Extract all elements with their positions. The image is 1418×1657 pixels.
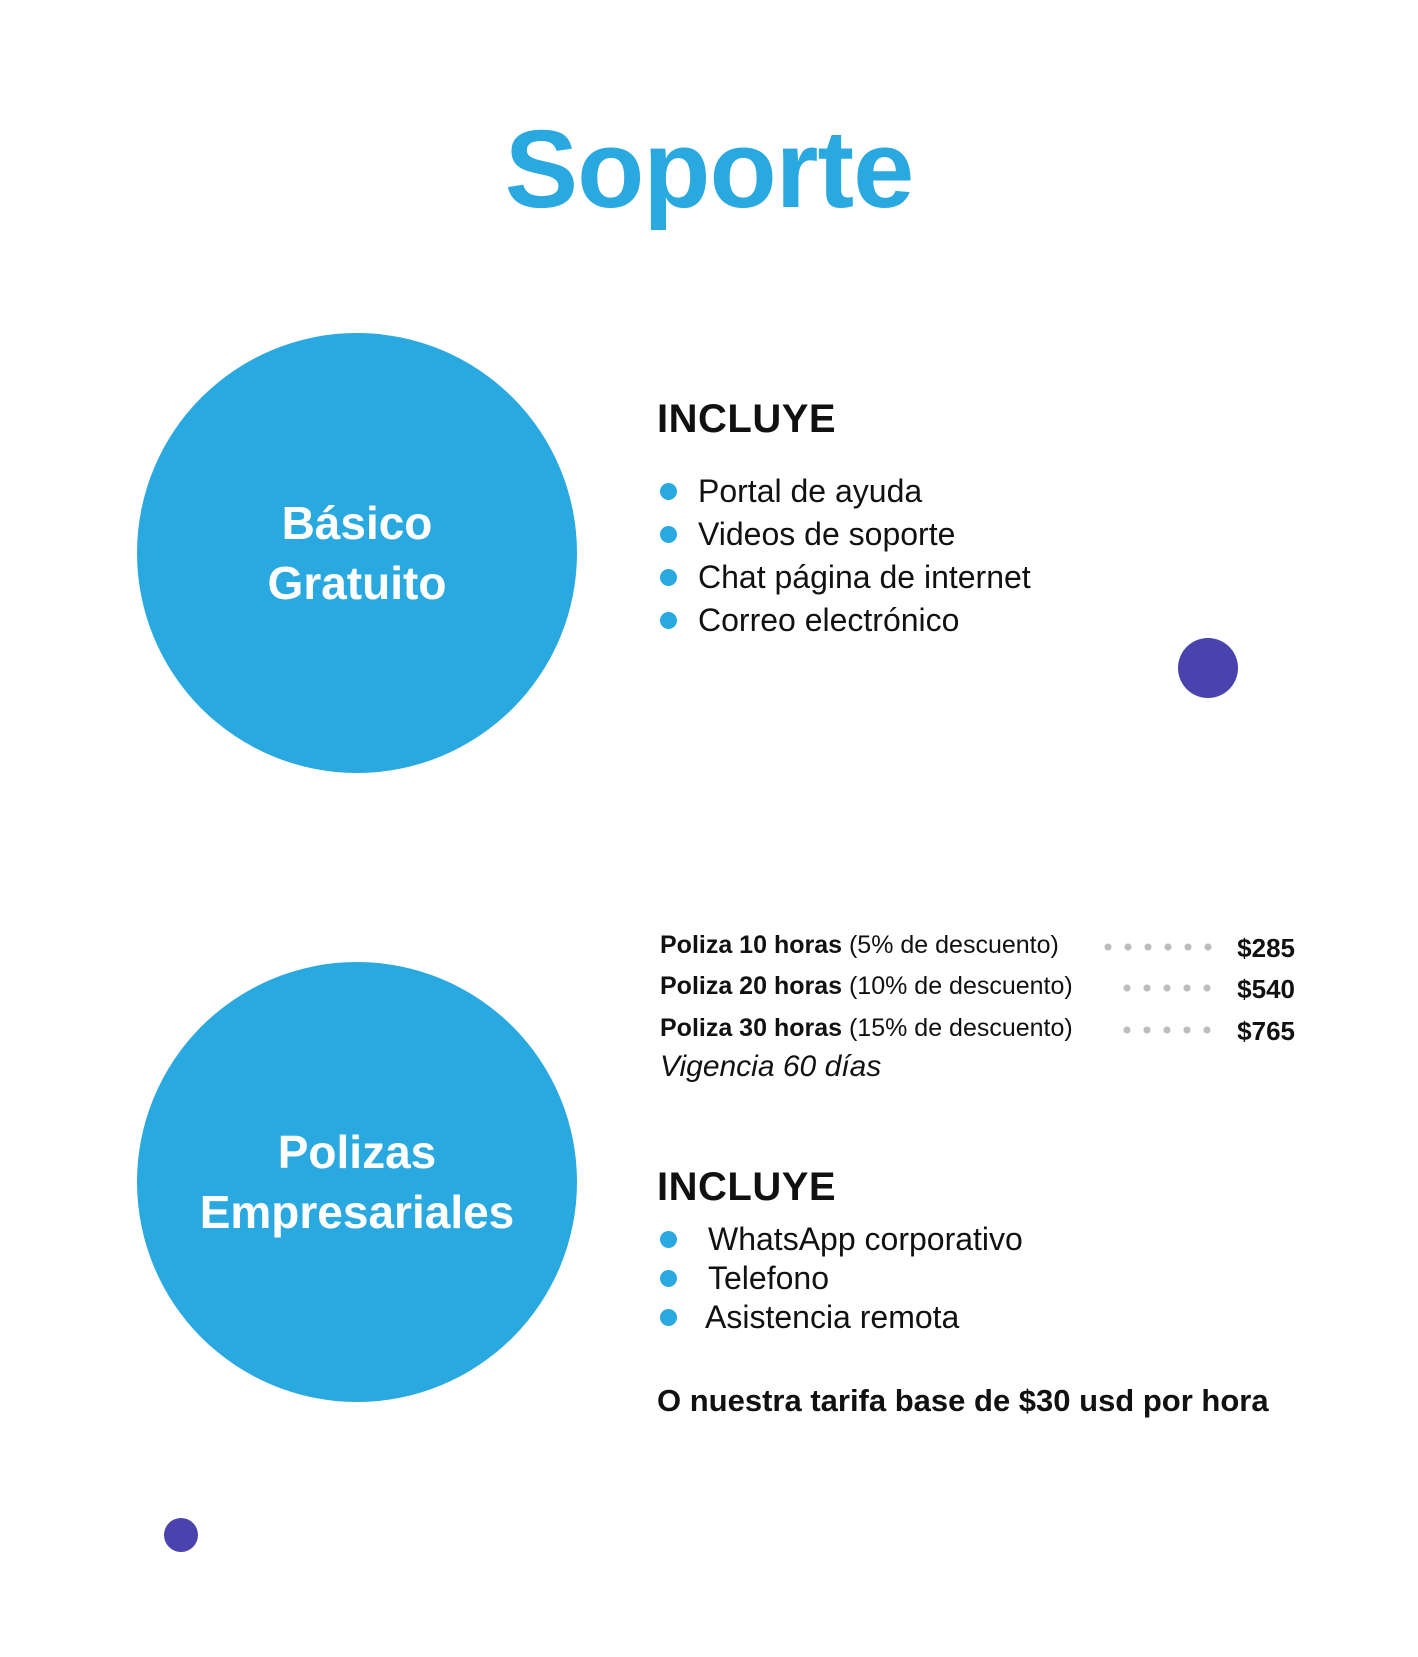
bullet-icon	[660, 612, 677, 629]
bullet-icon	[660, 1309, 677, 1326]
list-item-label: Asistencia remota	[705, 1299, 960, 1335]
list-item-label: Correo electrónico	[698, 602, 960, 638]
dot-leader	[1117, 984, 1222, 992]
list-item-label: Videos de soporte	[698, 516, 956, 552]
includes-heading: INCLUYE	[657, 397, 837, 441]
policy-price-row	[660, 970, 1295, 1002]
policy-price-row	[660, 929, 1295, 961]
dot-leader	[1117, 1026, 1222, 1034]
plan-circle-label: Polizas Empresariales	[199, 1126, 515, 1238]
plan-circle-label: Básico Gratuito	[267, 497, 447, 609]
policy-discount: (15% de descuento)	[842, 1014, 1073, 1042]
dot-leader	[1098, 943, 1222, 951]
decorative-dot	[1178, 638, 1238, 698]
validity-note: Vigencia 60 días	[660, 1050, 882, 1083]
bullet-icon	[660, 483, 677, 500]
policy-price: $765	[1237, 1016, 1295, 1046]
list-item	[657, 604, 1031, 647]
policy-name: Poliza 20 horas	[660, 972, 843, 1000]
policy-price-row	[660, 1012, 1295, 1044]
plan-circle-basic	[137, 333, 577, 773]
list-item	[657, 1262, 1023, 1301]
list-item	[657, 561, 1031, 604]
list-item-label: Telefono	[708, 1260, 829, 1296]
basic-features-list	[657, 475, 1031, 647]
list-item	[657, 475, 1031, 518]
business-features-list	[657, 1223, 1023, 1340]
list-item-label: Chat página de internet	[698, 559, 1031, 595]
policy-name: Poliza 30 horas	[660, 1014, 843, 1042]
bullet-icon	[660, 569, 677, 586]
policy-name: Poliza 10 horas	[660, 931, 843, 959]
list-item-label: Portal de ayuda	[698, 473, 923, 509]
base-rate-text: O nuestra tarifa base de $30 usd por hora	[657, 1383, 1269, 1418]
bullet-icon	[660, 526, 677, 543]
plan-circle-business	[137, 962, 577, 1402]
policy-price: $540	[1237, 974, 1295, 1004]
bullet-icon	[660, 1270, 677, 1287]
list-item	[657, 1301, 1023, 1340]
bullet-icon	[660, 1231, 677, 1248]
list-item	[657, 1223, 1023, 1262]
page-title: Soporte	[504, 108, 914, 231]
policy-discount: (10% de descuento)	[842, 972, 1073, 1000]
list-item-label: WhatsApp corporativo	[708, 1221, 1023, 1257]
includes-heading: INCLUYE	[657, 1165, 837, 1209]
policy-discount: (5% de descuento)	[842, 931, 1059, 959]
list-item	[657, 518, 1031, 561]
policy-price: $285	[1237, 933, 1295, 963]
decorative-dot	[164, 1518, 198, 1552]
